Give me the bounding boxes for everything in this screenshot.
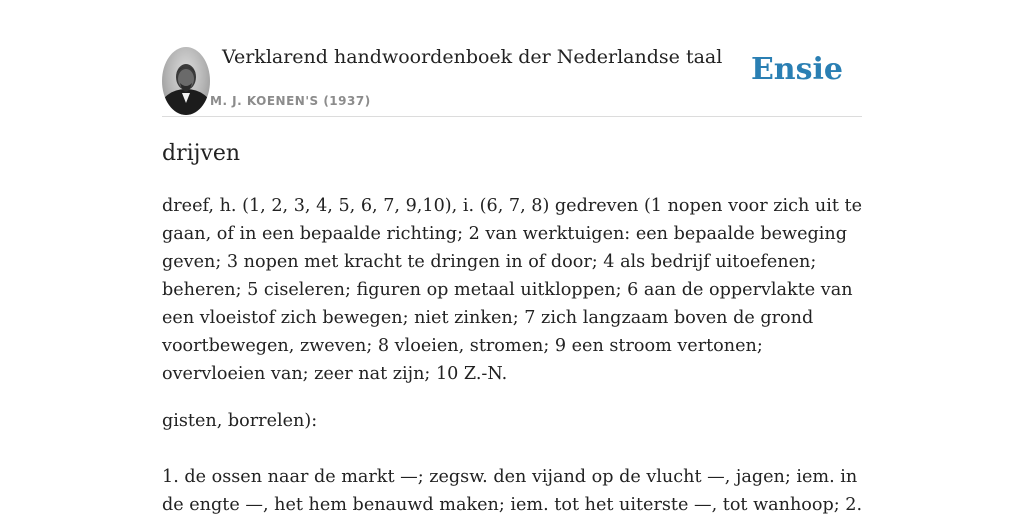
entry-paragraph: dreef, h. (1, 2, 3, 4, 5, 6, 7, 9,10), i. (6, 7, 8) gedreven (1 nopen voor zich uit te gaan, of in een bepaalde richting; 2 van werktuigen: een bepaalde beweging geven; 3 nopen met kracht te dringen in of door; 4 als bedrijf uitoefenen; beheren; 5 ciseleren; figuren op metaal uitkloppen; 6 aan de oppervlakte van een vloeistof zich bewegen; niet zinken; 7 zich langzaam boven de grond voortbewegen, zweven; 8 vloeien, stromen; 9 een stroom vertonen; overvloeien van; zeer nat zijn; 10 Z.-N. <box>162 196 863 384</box>
entry-headword: drijven <box>162 141 241 166</box>
page <box>162 0 863 515</box>
dictionary-title: Verklarend handwoordenboek der Nederlandse taal <box>222 46 723 68</box>
entry-paragraph: gisten, borrelen): <box>162 411 318 431</box>
entry-paragraph: 1. de ossen naar de markt —; zegsw. den vijand op de vlucht —, jagen; iem. in de engte —, het hem benauwd maken; iem. tot het uiterste —, tot wanhoop; 2. <box>162 467 863 515</box>
site-header <box>162 0 862 117</box>
author-portrait <box>162 47 210 115</box>
brand-logo-link[interactable]: Ensie <box>750 52 843 87</box>
dictionary-author: M. J. KOENEN'S (1937) <box>210 94 371 108</box>
